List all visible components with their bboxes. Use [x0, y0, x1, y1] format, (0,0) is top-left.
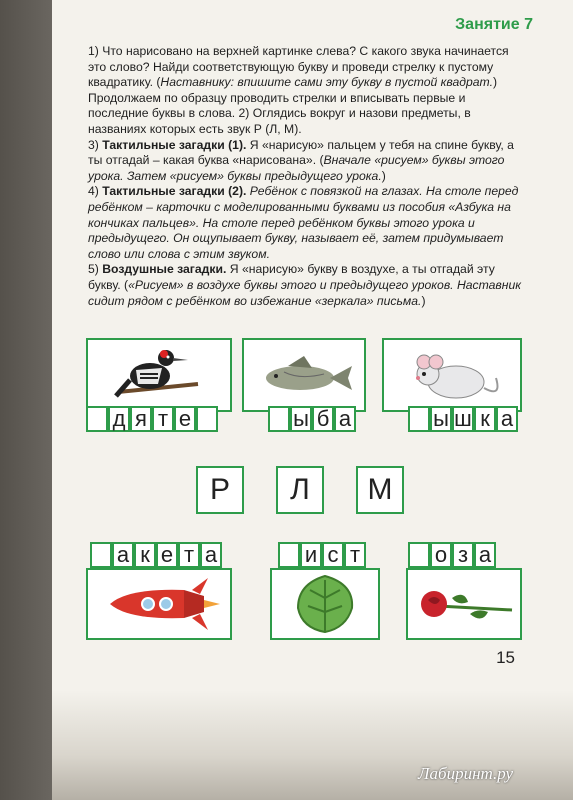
letter-box: б — [312, 406, 334, 432]
mouse-icon — [384, 340, 520, 410]
woodpecker-icon — [88, 340, 230, 410]
letter-card-l[interactable]: Л — [276, 466, 324, 514]
instructions-text — [88, 44, 528, 309]
fish-card — [242, 338, 366, 412]
letter-box-empty[interactable] — [408, 406, 430, 432]
letter-box: д — [108, 406, 130, 432]
letter-box: з — [452, 542, 474, 568]
woodpecker-card — [86, 338, 232, 412]
letter-box: т — [178, 542, 200, 568]
publisher-logo: Лабиринт.ру — [418, 764, 514, 783]
letter-box: а — [112, 542, 134, 568]
page-number: 15 — [496, 648, 515, 667]
instruction-5: 5) Воздушные загадки. Я «нарисую» букву в воздухе, а ты отгадай эту букву. («Рисуем» в воздухе буквы этого и предыдущего уроков. Наставник сидит рядом с ребёнком во избежание «зеркала» письма.) — [88, 262, 522, 308]
letter-box-empty[interactable] — [278, 542, 300, 568]
page-shadow — [0, 0, 52, 800]
letter-box: а — [200, 542, 222, 568]
letter-card-m[interactable]: М — [356, 466, 404, 514]
letter-box: е — [156, 542, 178, 568]
rose-card — [406, 568, 522, 640]
instruction-3: 3) Тактильные загадки (1). Я «нарисую» пальцем у тебя на спине букву, а ты отгадай – какая буква «нарисована». (Вначале «рисуем» буквы этого урока. Затем «рисуем» буквы предыдущего урока.) — [88, 137, 514, 183]
letter-box-empty[interactable] — [196, 406, 218, 432]
letter-box: ы — [430, 406, 452, 432]
letter-box: е — [174, 406, 196, 432]
letter-box-empty[interactable] — [408, 542, 430, 568]
letter-box: т — [152, 406, 174, 432]
letter-box: я — [130, 406, 152, 432]
mouse-card — [382, 338, 522, 412]
leaf-icon — [272, 570, 378, 638]
instruction-1: 1) Что нарисовано на верхней картинке слева? С какого звука начинается это слово? Найди соответствующую букву и проведи стрелку к пустому квадратику. (Наставнику: впишите сами эту букву в пустой квадрат.) Продолжаем по образцу проводить стрелки и вписывать первые и последние буквы в слова. 2) Оглядись вокруг и назови предметы, в названиях которых есть звук Р (Л, М). — [88, 44, 509, 136]
letter-box: а — [496, 406, 518, 432]
letter-box-empty[interactable] — [268, 406, 290, 432]
letter-box: о — [430, 542, 452, 568]
fish-icon — [244, 340, 364, 410]
letter-box: ы — [290, 406, 312, 432]
letter-box-empty[interactable] — [86, 406, 108, 432]
rocket-card — [86, 568, 232, 640]
letter-box: с — [322, 542, 344, 568]
rocket-icon — [88, 570, 230, 638]
instruction-4: 4) Тактильные загадки (2). Ребёнок с повязкой на глазах. На столе перед ребёнком – карточки с моделированными буквами из пособия «Азбука на кончиках пальцев». На столе перед ребёнком буквы этого урока и предыдущего. Он ощупывает букву, называет её, затем придумывает слово или слова с этим звуком. — [88, 184, 519, 261]
lesson-title: Занятие 7 — [455, 16, 533, 33]
letter-box: к — [474, 406, 496, 432]
letter-box: ш — [452, 406, 474, 432]
rose-icon — [408, 570, 520, 638]
letter-box: а — [474, 542, 496, 568]
letter-box: и — [300, 542, 322, 568]
leaf-card — [270, 568, 380, 640]
letter-box: т — [344, 542, 366, 568]
letter-box: а — [334, 406, 356, 432]
letter-box: к — [134, 542, 156, 568]
letter-box-empty[interactable] — [90, 542, 112, 568]
letter-card-r[interactable]: Р — [196, 466, 244, 514]
